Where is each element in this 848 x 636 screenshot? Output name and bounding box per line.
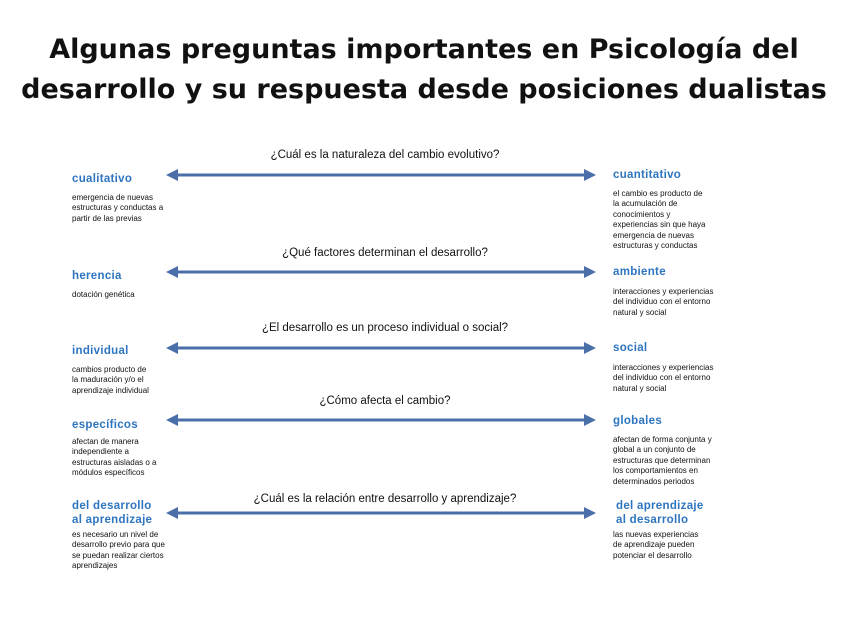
question-how-change-affects: ¿Cómo afecta el cambio? (319, 395, 451, 407)
label-del-desarrollo-al-aprendizaje: del desarrollo al aprendizaje (72, 500, 153, 526)
double-arrow-4 (166, 413, 596, 427)
label-ambiente: ambiente (613, 266, 666, 278)
label-social: social (613, 342, 648, 354)
question-development-learning-relation: ¿Cuál es la relación entre desarrollo y aprendizaje? (253, 493, 517, 505)
desc-individual: cambios producto de la maduración y/o el aprendizaje individual (72, 365, 149, 395)
desc-cuantitativo: el cambio es producto de la acumulación de conocimientos y experiencias sin que haya emergencia de nuevas estructuras y conductas (613, 189, 706, 251)
label-herencia: herencia (72, 270, 122, 282)
label-cuantitativo: cuantitativo (613, 169, 682, 181)
double-arrow-3 (166, 341, 596, 355)
desc-especificos: afectan de manera independiente a estructuras aisladas o a módulos específicos (72, 437, 157, 478)
question-nature-of-change: ¿Cuál es la naturaleza del cambio evolutivo? (270, 149, 500, 161)
desc-herencia: dotación genética (72, 290, 135, 299)
desc-globales: afectan de forma conjunta y global a un conjunto de estructuras que determinan los comportamientos en determinados periodos (613, 435, 712, 486)
question-individual-or-social: ¿El desarrollo es un proceso individual o social? (261, 322, 509, 334)
desc-social: interacciones y experiencias del individuo con el entorno natural y social (613, 363, 714, 393)
double-arrow-1 (166, 168, 596, 182)
label-individual: individual (72, 345, 129, 357)
desc-del-aprendizaje-al-desarrollo: las nuevas experiencias de aprendizaje pueden potenciar el desarrollo (613, 530, 699, 560)
label-cualitativo: cualitativo (72, 173, 133, 185)
slide-title-line-2: desarrollo y su respuesta desde posiciones dualistas (21, 74, 827, 105)
desc-del-desarrollo-al-aprendizaje: es necesario un nivel de desarrollo previo para que se puedan realizar ciertos aprendizajes (72, 530, 165, 571)
question-determining-factors: ¿Qué factores determinan el desarrollo? (282, 247, 488, 259)
desc-cualitativo: emergencia de nuevas estructuras y conductas a partir de las previas (72, 193, 164, 223)
slide-title (0, 30, 848, 110)
double-arrow-5 (166, 506, 596, 520)
desc-ambiente: interacciones y experiencias del individuo con el entorno natural y social (613, 287, 714, 317)
double-arrow-2 (166, 265, 596, 279)
slide-title-line-1: Algunas preguntas importantes en Psicología del (49, 34, 799, 65)
label-globales: globales (613, 415, 663, 427)
label-del-aprendizaje-al-desarrollo: del aprendizaje al desarrollo (616, 500, 704, 526)
label-especificos: específicos (72, 419, 138, 431)
